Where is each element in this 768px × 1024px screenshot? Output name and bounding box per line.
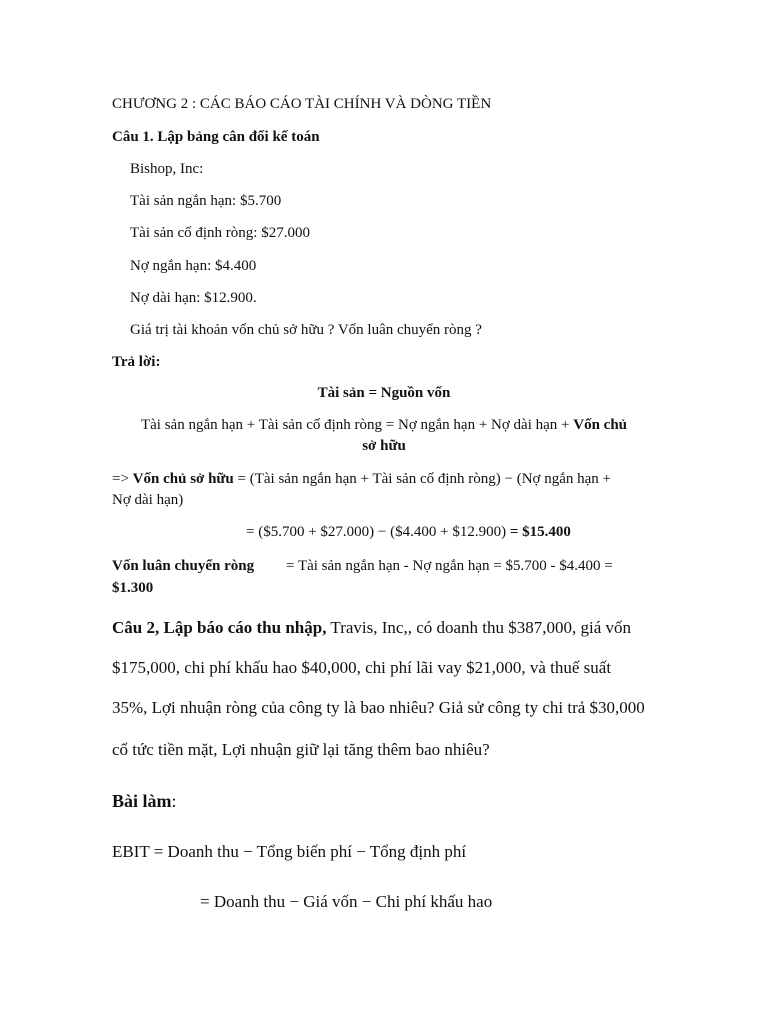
balance-identity: Tài sản = Nguồn vốn <box>317 385 451 401</box>
equity-result: = $15.400 <box>509 524 571 540</box>
equity-formula-line-1 <box>112 469 611 489</box>
q1-question: Giá trị tài khoản vốn chủ sở hữu ? Vốn luân chuyển ròng ? <box>130 322 482 338</box>
question-2-line-1 <box>112 618 631 638</box>
balance-expanded-line-1 <box>112 415 656 435</box>
equity-formula-line-2: Nợ dài hạn) <box>112 492 184 508</box>
equity-term: Vốn chủ <box>573 417 628 433</box>
equity-label: Vốn chủ sở hữu <box>132 471 234 487</box>
balance-expanded-text: Tài sản ngắn hạn + Tài sản cố định ròng = Nợ ngắn hạn + Nợ dài hạn + <box>140 417 574 433</box>
question-2-text-1: Travis, Inc,, có doanh thu $387,000, giá vốn <box>326 618 632 637</box>
q1-given-company: Bishop, Inc: <box>130 161 204 177</box>
nwc-formula: = Tài sản ngắn hạn - Nợ ngắn hạn = $5.700 - $4.400 = <box>286 558 613 574</box>
work-label <box>112 791 177 811</box>
equity-calc-text: = ($5.700 + $27.000) − ($4.400 + $12.900) <box>246 524 510 540</box>
ebit-formula-line-2: = Doanh thu − Giá vốn − Chi phí khấu hao <box>200 892 493 911</box>
question-2-heading: Câu 2, Lập báo cáo thu nhập, <box>112 618 327 637</box>
nwc-result: $1.300 <box>112 580 154 596</box>
balance-expanded-line-2: sở hữu <box>362 438 406 454</box>
answer-label: Trả lời: <box>112 354 161 370</box>
q1-given-fixed-assets: Tài sản cố định ròng: $27.000 <box>130 225 310 241</box>
question-2-line-3: 35%, Lợi nhuận ròng của công ty là bao nhiêu? Giả sử công ty chi trả $30,000 <box>112 698 645 717</box>
q1-given-current-liabilities: Nợ ngắn hạn: $4.400 <box>130 258 257 274</box>
question-2-line-4: cổ tức tiền mặt, Lợi nhuận giữ lại tăng thêm bao nhiêu? <box>112 740 490 759</box>
ebit-formula-line-1: EBIT = Doanh thu − Tổng biến phí − Tổng định phí <box>112 842 467 861</box>
work-label-text: Bài làm <box>112 791 172 811</box>
equity-calculation <box>246 522 571 542</box>
chapter-title: CHƯƠNG 2 : CÁC BÁO CÁO TÀI CHÍNH VÀ DÒNG TIỀN <box>112 96 492 112</box>
nwc-label: Vốn luân chuyển ròng <box>112 558 255 574</box>
q1-given-long-term-debt: Nợ dài hạn: $12.900. <box>130 290 257 306</box>
question-1-heading: Câu 1. Lập bảng cân đối kế toán <box>112 129 320 145</box>
question-2-line-2: $175,000, chi phí khấu hao $40,000, chi phí lãi vay $21,000, và thuế suất <box>112 658 612 677</box>
nwc-line-1 <box>112 556 613 576</box>
work-label-colon: : <box>171 791 177 811</box>
equity-formula: = (Tài sản ngắn hạn + Tài sản cố định ròng) − (Nợ ngắn hạn + <box>233 471 612 487</box>
arrow-prefix: => <box>112 471 133 487</box>
q1-given-current-assets: Tài sản ngắn hạn: $5.700 <box>130 193 282 209</box>
